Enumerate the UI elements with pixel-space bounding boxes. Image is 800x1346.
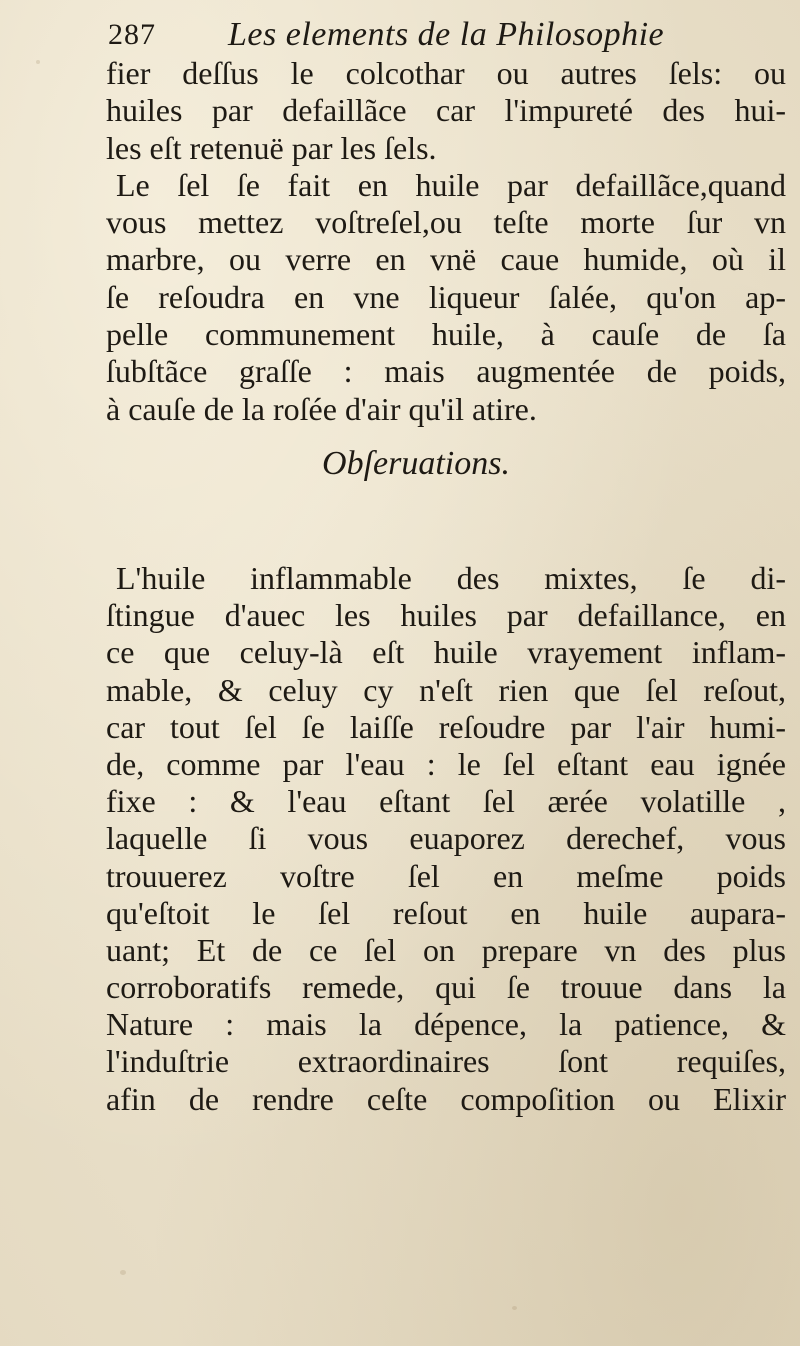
- upper-text-block: [106, 55, 786, 494]
- text-line: pelle communement huile, à cauſe de ſa: [106, 316, 786, 353]
- text-line: marbre, ou verre en vnë caue humide, où il: [106, 241, 786, 278]
- text-line: Nature : mais la dépence, la patience, &: [106, 1006, 786, 1043]
- text-line: fixe : & l'eau eſtant ſel ærée volatille ,: [106, 783, 786, 820]
- paper-spot: [120, 1270, 126, 1275]
- text-line: ſe reſoudra en vne liqueur ſalée, qu'on ap-: [106, 278, 786, 315]
- text-line: qu'eſtoit le ſel reſout en huile aupara-: [106, 894, 786, 931]
- text-line: de, comme par l'eau : le ſel eſtant eau ignée: [106, 745, 786, 782]
- paper-spot: [36, 60, 40, 64]
- text-line: à cauſe de la roſée d'air qu'il atire.: [106, 390, 537, 427]
- text-line: Le ſel ſe fait en huile par defaillãce,quand: [116, 166, 786, 203]
- text-line: L'huile inflammable des mixtes, ſe di-: [116, 560, 786, 596]
- text-line: car tout ſel ſe laiſſe reſoudre par l'air humi-: [106, 708, 786, 745]
- text-line: ce que celuy-là eſt huile vrayement inflam-: [106, 634, 786, 671]
- text-line: ſubſtãce graſſe : mais augmentée de poids,: [106, 353, 786, 390]
- section-heading: Obſeruations.: [322, 444, 510, 482]
- text-line: huiles par defaillãce car l'impureté des hui-: [106, 92, 786, 129]
- text-line: trouuerez voſtre ſel en meſme poids: [106, 857, 786, 894]
- paper-spot: [512, 1306, 517, 1310]
- text-line: afin de rendre ceſte compoſition ou Elixir: [106, 1080, 786, 1117]
- text-line: mable, & celuy cy n'eſt rien que ſel reſout,: [106, 671, 786, 708]
- text-line: ſtingue d'auec les huiles par defaillance, en: [106, 597, 786, 634]
- page-number: 287: [108, 18, 156, 51]
- text-line: les eſt retenuë par les ſels.: [106, 129, 437, 166]
- text-line: fier deſſus le colcothar ou autres ſels: ou: [106, 55, 786, 91]
- running-title: Les elements de la Philosophie: [228, 16, 665, 53]
- text-line: vous mettez voſtreſel,ou teſte morte ſur vn: [106, 204, 786, 241]
- text-line: corroboratifs remede, qui ſe trouue dans la: [106, 969, 786, 1006]
- text-line: l'induſtrie extraordinaires ſont requiſes,: [106, 1043, 786, 1080]
- text-line: uant; Et de ce ſel on prepare vn des plus: [106, 931, 786, 968]
- page-header: [108, 10, 748, 58]
- lower-text-block: [106, 560, 786, 1118]
- text-line: laquelle ſi vous euaporez derechef, vous: [106, 820, 786, 857]
